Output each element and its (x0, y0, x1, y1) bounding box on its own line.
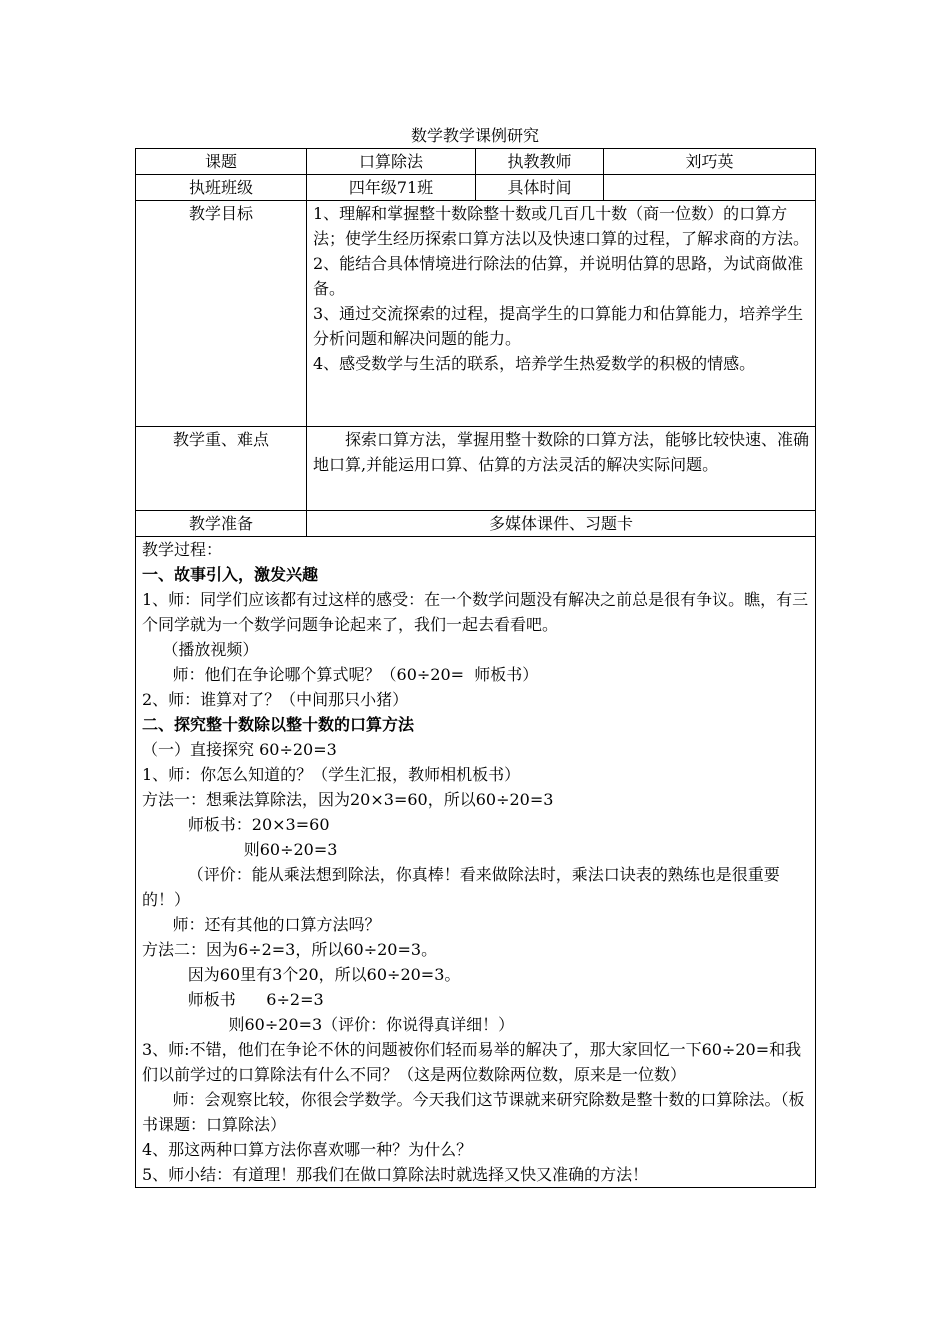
time-value (604, 175, 816, 201)
process-line: 方法一：想乘法算除法，因为20×3=60，所以60÷20=3 (142, 790, 554, 809)
table-row (136, 537, 816, 1188)
process-line: 5、师小结：有道理！那我们在做口算除法时就选择又快又准确的方法！ (142, 1165, 649, 1184)
goals-content (307, 201, 816, 427)
goal-item: 2、能结合具体情境进行除法的估算，并说明估算的思路，为试商做准备。 (313, 254, 804, 298)
goals-label: 教学目标 (136, 201, 307, 427)
goal-item: 1、理解和掌握整十数除整十数或几百几十数（商一位数）的口算方法；使学生经历探索口算方法以及快速口算的过程，了解求商的方法。 (313, 204, 810, 248)
section-heading: 一、故事引入，激发兴趣 (142, 565, 319, 584)
process-heading: 教学过程： (142, 540, 223, 559)
goal-item: 4、感受数学与生活的联系，培养学生热爱数学的积极的情感。 (313, 354, 756, 373)
process-line: （一）直接探究 60÷20=3 (142, 740, 337, 759)
table-row (136, 511, 816, 537)
class-label: 执班班级 (136, 175, 307, 201)
process-line: （评价：能从乘法想到除法，你真棒！看来做除法时，乘法口诀表的熟练也是很重要的！） (142, 865, 780, 909)
process-line: 3、师:不错，他们在争论不休的问题被你们轻而易举的解决了，那大家回忆一下60÷20=和我们以前学过的口算除法有什么不同？（这是两位数除两位数，原来是一位数） (142, 1040, 802, 1084)
process-line: 师板书 6÷2=3 (142, 990, 324, 1009)
table-row (136, 149, 816, 175)
topic-value: 口算除法 (307, 149, 476, 175)
prep-label: 教学准备 (136, 511, 307, 537)
section-heading: 二、探究整十数除以整十数的口算方法 (142, 715, 415, 734)
process-line: 师：他们在争论哪个算式呢？（60÷20= 师板书） (142, 665, 539, 684)
teacher-label: 执教教师 (476, 149, 604, 175)
teacher-value: 刘巧英 (604, 149, 816, 175)
process-line: 师：会观察比较，你很会学数学。今天我们这节课就来研究除数是整十数的口算除法。（板书课题：口算除法） (142, 1090, 805, 1134)
process-content (136, 537, 816, 1188)
key-label: 教学重、难点 (136, 427, 307, 511)
goal-item: 3、通过交流探索的过程，提高学生的口算能力和估算能力，培养学生分析问题和解决问题的能力。 (313, 304, 804, 348)
process-line: 4、那这两种口算方法你喜欢哪一种？为什么？ (142, 1140, 473, 1159)
process-line: 1、师：你怎么知道的？（学生汇报，教师相机板书） (142, 765, 521, 784)
process-line: （播放视频） (142, 640, 259, 659)
lesson-plan-table (135, 148, 816, 1188)
document-title: 数学教学课例研究 (410, 126, 539, 145)
process-line: 师板书：20×3=60 (142, 815, 330, 834)
topic-label: 课题 (136, 149, 307, 175)
process-line: 则60÷20=3（评价：你说得真详细！） (142, 1015, 515, 1034)
key-content: 探索口算方法，掌握用整十数除的口算方法，能够比较快速、准确地口算,并能运用口算、估算的方法灵活的解决实际问题。 (313, 430, 810, 474)
table-row (136, 427, 816, 511)
process-line: 师：还有其他的口算方法吗？ (142, 915, 381, 934)
process-line: 则60÷20=3 (142, 840, 338, 859)
class-value: 四年级71班 (307, 175, 476, 201)
process-line: 因为60里有3个20，所以60÷20=3。 (142, 965, 461, 984)
table-row (136, 201, 816, 427)
process-line: 1、师：同学们应该都有过这样的感受：在一个数学问题没有解决之前总是很有争议。瞧，有三个同学就为一个数学问题争论起来了，我们一起去看看吧。 (142, 590, 809, 634)
table-row (136, 175, 816, 201)
process-line: 2、师：谁算对了？（中间那只小猪） (142, 690, 409, 709)
time-label: 具体时间 (476, 175, 604, 201)
prep-value: 多媒体课件、习题卡 (307, 511, 816, 537)
process-line: 方法二：因为6÷2=3，所以60÷20=3。 (142, 940, 438, 959)
